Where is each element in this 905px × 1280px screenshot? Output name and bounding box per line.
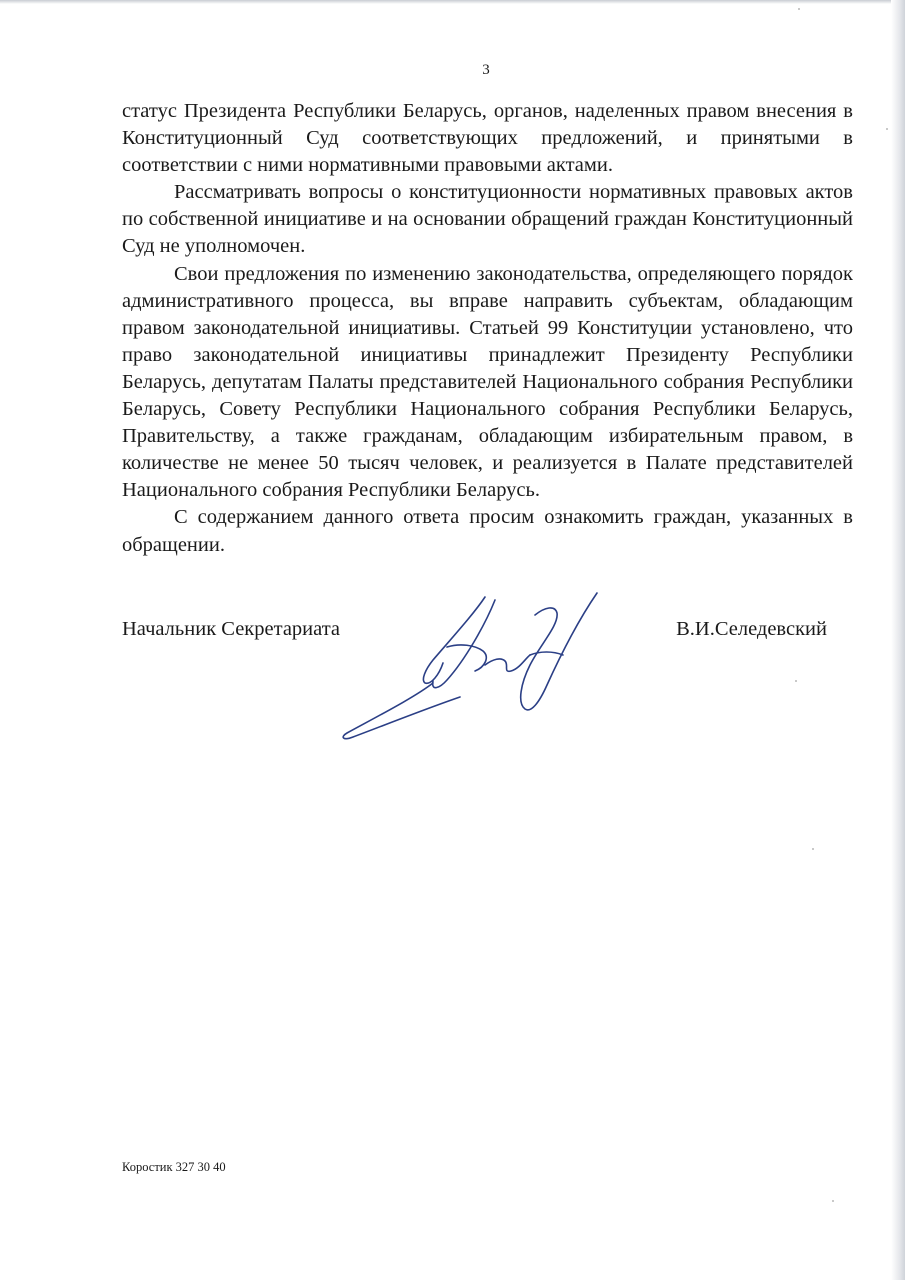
executor-contact: Коростик 327 30 40 xyxy=(122,1160,226,1174)
scan-speck xyxy=(795,680,797,682)
paragraph-constitutional-court: Рассматривать вопросы о конституционности нормативных правовых актов по собственной инициативе и на основании обращений граждан Конституционный Суд не уполномочен. xyxy=(122,181,853,258)
scan-top-edge xyxy=(0,0,905,4)
scan-speck xyxy=(832,1200,834,1202)
scan-speck xyxy=(812,848,814,850)
signer-title: Начальник Секретариата xyxy=(122,618,341,640)
signer-name: В.И.Селедевский xyxy=(676,618,827,640)
letter-body xyxy=(122,98,853,559)
handwritten-signature xyxy=(335,585,615,745)
paragraph-legislative-initiative: Свои предложения по изменению законодательства, определяющего порядок административного процесса, вы вправе направить субъектам, обладающим правом законодательной инициативы. Статьей 99 Конституции установлено, что право законодательной инициативы принадлежит Президенту Республики Беларусь, депутатам Палаты представителей Национального собрания Республики Беларусь, Совету Республики Национального собрания Республики Беларусь, Правительству, а также гражданам, обладающим избирательным правом, в количестве не менее 50 тысяч человек, и реализуется в Палате представителей Национального собрания Республики Беларусь. xyxy=(122,262,853,502)
scan-speck xyxy=(886,128,888,130)
page-number: 3 xyxy=(482,62,490,78)
scan-right-edge xyxy=(891,0,905,1280)
paragraph-closing-request: С содержанием данного ответа просим ознакомить граждан, указанных в обращении. xyxy=(122,506,853,556)
scan-speck xyxy=(798,8,800,10)
paragraph-continuation: статус Президента Республики Беларусь, органов, наделенных правом внесения в Конституционный Суд соответствующих предложений, и принятыми в соответствии с ними нормативными правовыми актами. xyxy=(122,100,853,177)
